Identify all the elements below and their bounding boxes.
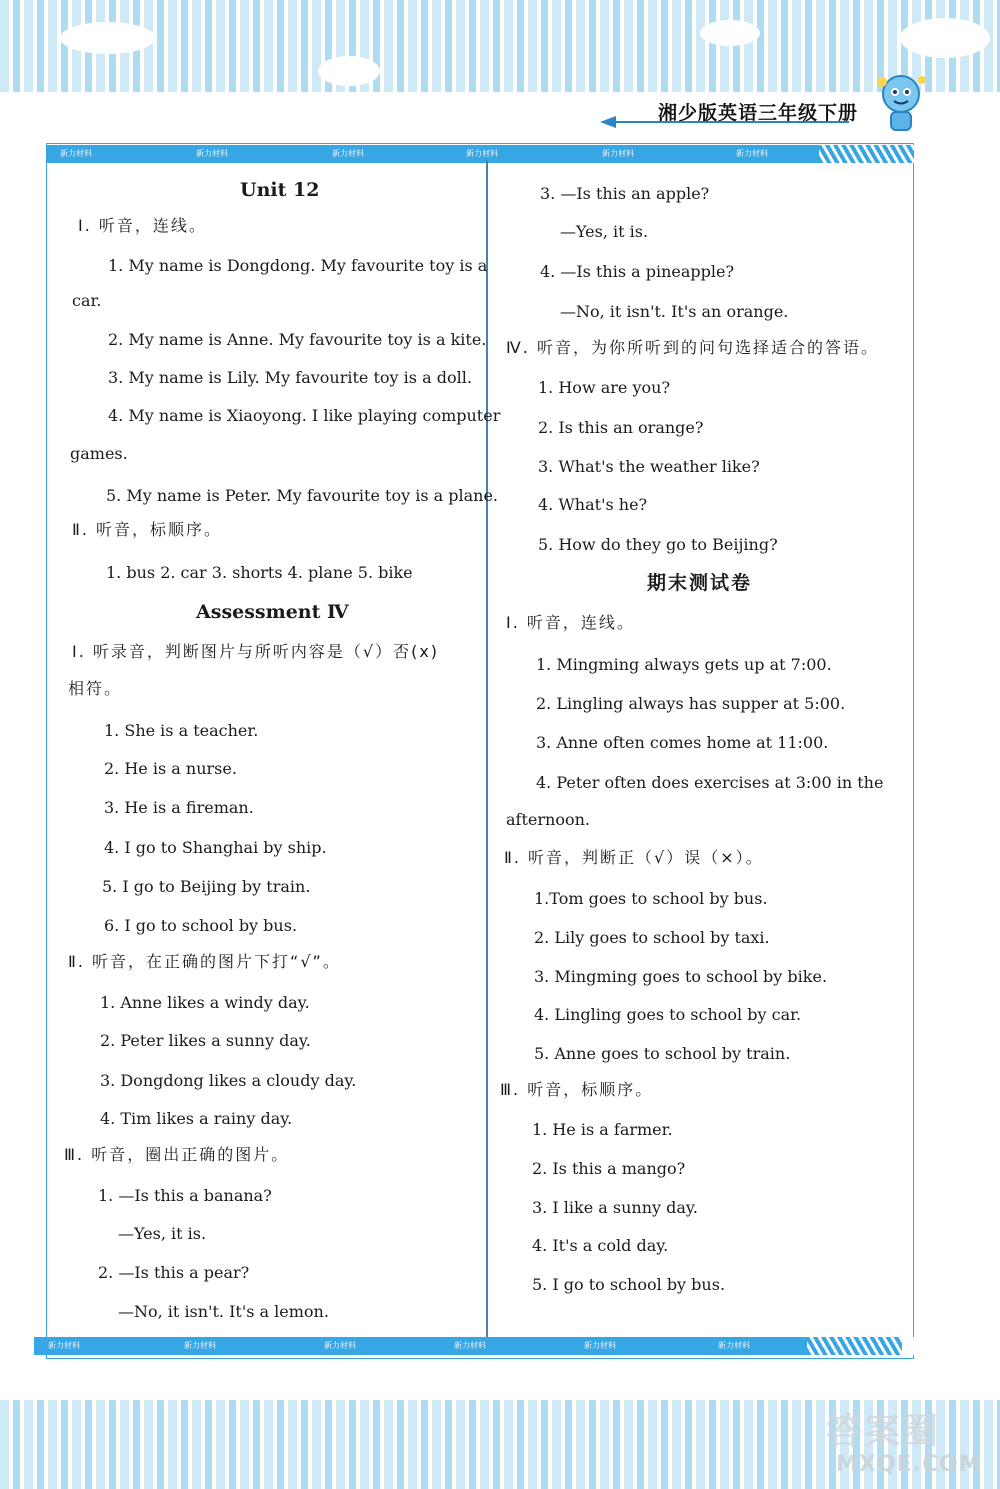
band-label: 新力材料 [48, 1341, 80, 1350]
text-line: 2. Is this an orange? [538, 418, 704, 437]
band-label: 新力材料 [584, 1341, 616, 1350]
watermark-logo: 答案圈 [826, 1411, 941, 1452]
text-line: Ⅰ. 听音，连线。 [506, 613, 635, 632]
text-line: 1. Mingming always gets up at 7:00. [536, 655, 832, 674]
text-line: 2. He is a nurse. [104, 759, 237, 778]
book-title: 湘少版英语三年级下册 [658, 102, 859, 124]
text-line: 5. I go to Beijing by train. [102, 877, 311, 896]
text-line: afternoon. [506, 810, 590, 829]
text-line: Ⅰ. 听录音，判断图片与所听内容是（√）否(x) [72, 642, 440, 661]
text-line: 5. My name is Peter. My favourite toy is a plane. [106, 486, 498, 505]
text-line: Ⅰ. 听音，连线。 [78, 216, 207, 235]
text-line: 4. Lingling goes to school by car. [534, 1005, 802, 1024]
text-line: 3. Mingming goes to school by bike. [534, 967, 828, 986]
text-line: 1.Tom goes to school by bus. [534, 889, 768, 908]
text-line: 1. Anne likes a windy day. [100, 993, 310, 1012]
band-label: 新力材料 [454, 1341, 486, 1350]
watermark-url: MXQE.COM [836, 1452, 982, 1477]
text-line: Ⅲ. 听音，圈出正确的图片。 [64, 1145, 290, 1164]
text-line: 2. Is this a mango? [532, 1159, 686, 1178]
text-line: 2. Peter likes a sunny day. [100, 1031, 311, 1050]
bottom-frame-band [34, 1337, 914, 1355]
section-heading: 期末测试卷 [647, 572, 753, 594]
text-line: 5. I go to school by bus. [532, 1275, 726, 1294]
text-line: —Yes, it is. [118, 1224, 207, 1243]
text-line: 3. He is a fireman. [104, 798, 254, 817]
band-label: 新力材料 [718, 1341, 750, 1350]
text-line: —No, it isn't. It's a lemon. [118, 1302, 329, 1321]
text-line: 1. bus 2. car 3. shorts 4. plane 5. bike [106, 563, 413, 582]
text-line: —No, it isn't. It's an orange. [560, 302, 789, 321]
mascot-icon [866, 68, 936, 138]
text-line: 1. My name is Dongdong. My favourite toy is a [108, 256, 488, 275]
text-line: Ⅱ. 听音，标顺序。 [72, 520, 223, 539]
text-line: 3. My name is Lily. My favourite toy is a doll. [108, 368, 472, 387]
band-label: 新力材料 [466, 149, 498, 158]
text-line: 4. Peter often does exercises at 3:00 in the [536, 773, 884, 792]
text-line: 相符。 [68, 679, 123, 698]
band-label: 新力材料 [324, 1341, 356, 1350]
text-line: 4. My name is Xiaoyong. I like playing computer [108, 406, 501, 425]
text-line: 3. Dongdong likes a cloudy day. [100, 1071, 357, 1090]
text-line: Ⅱ. 听音，在正确的图片下打“√”。 [68, 952, 341, 971]
text-line: 2. My name is Anne. My favourite toy is a kite. [108, 330, 487, 349]
band-label: 新力材料 [60, 149, 92, 158]
text-line: 1. He is a farmer. [532, 1120, 673, 1139]
text-line: 1. She is a teacher. [104, 721, 259, 740]
text-line: —Yes, it is. [560, 222, 649, 241]
text-line: Ⅱ. 听音，判断正（√）误（×）。 [504, 848, 764, 867]
band-label: 新力材料 [332, 149, 364, 158]
text-line: 1. How are you? [538, 378, 671, 397]
text-line: 2. Lily goes to school by taxi. [534, 928, 770, 947]
text-line: 6. I go to school by bus. [104, 916, 298, 935]
text-line: Ⅳ. 听音，为你所听到的问句选择适合的答语。 [506, 338, 879, 357]
section-heading: Assessment Ⅳ [196, 601, 349, 623]
band-label: 新力材料 [184, 1341, 216, 1350]
text-line: 1. —Is this a banana? [98, 1186, 272, 1205]
text-line: 5. How do they go to Beijing? [538, 535, 778, 554]
text-line: 3. —Is this an apple? [540, 184, 710, 203]
text-line: 3. Anne often comes home at 11:00. [536, 733, 829, 752]
text-line: 3. I like a sunny day. [532, 1198, 698, 1217]
text-line: car. [72, 291, 102, 310]
text-line: 4. What's he? [538, 495, 648, 514]
band-label: 新力材料 [196, 149, 228, 158]
top-decorative-band [0, 0, 1000, 92]
text-line: games. [70, 444, 128, 463]
text-line: Ⅲ. 听音，标顺序。 [500, 1080, 654, 1099]
band-label: 新力材料 [736, 149, 768, 158]
section-heading: Unit 12 [240, 179, 320, 201]
text-line: 4. I go to Shanghai by ship. [104, 838, 327, 857]
text-line: 2. —Is this a pear? [98, 1263, 250, 1282]
band-label: 新力材料 [602, 149, 634, 158]
text-line: 3. What's the weather like? [538, 457, 760, 476]
text-line: 4. It's a cold day. [532, 1236, 669, 1255]
text-line: 4. —Is this a pineapple? [540, 262, 735, 281]
text-line: 4. Tim likes a rainy day. [100, 1109, 293, 1128]
text-line: 2. Lingling always has supper at 5:00. [536, 694, 846, 713]
text-line: 5. Anne goes to school by train. [534, 1044, 791, 1063]
